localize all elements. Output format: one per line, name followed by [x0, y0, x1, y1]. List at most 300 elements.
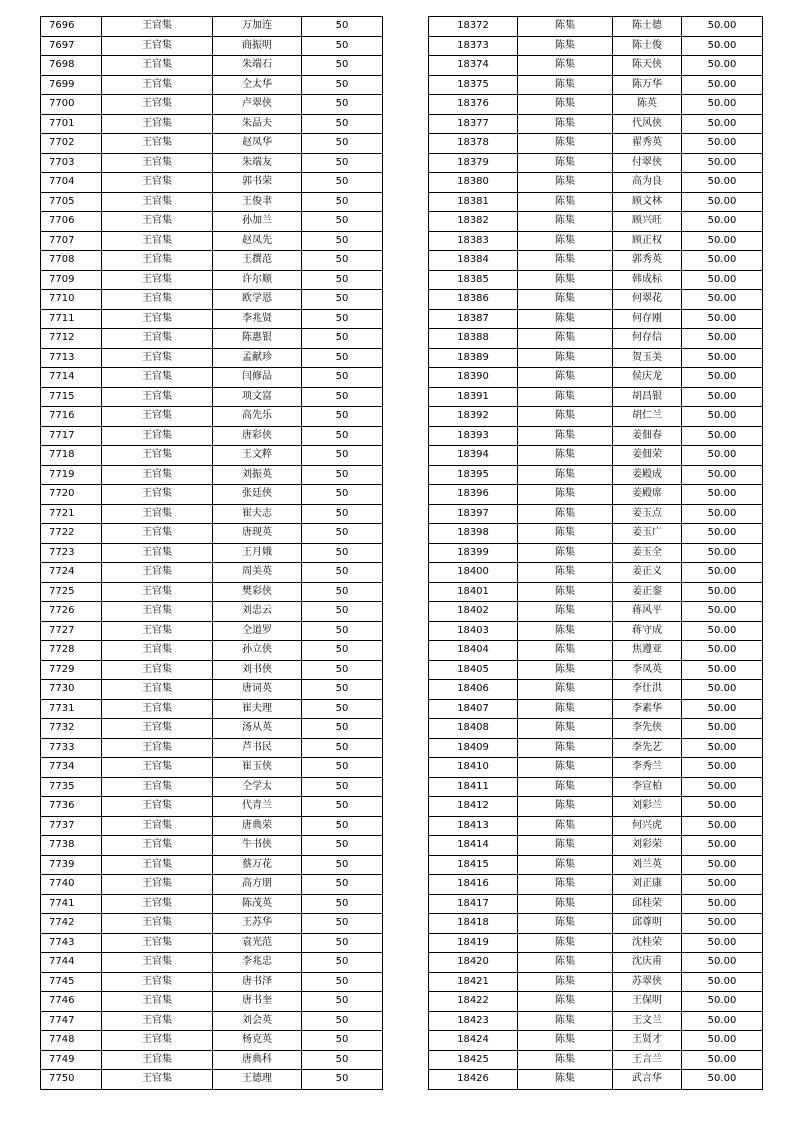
cell-amount: 50: [302, 1050, 383, 1070]
cell-village: 陈集: [518, 855, 613, 875]
cell-amount: 50.00: [682, 251, 763, 271]
cell-amount: 50.00: [682, 543, 763, 563]
cell-village: 王官集: [102, 855, 213, 875]
table-row: [41, 348, 383, 368]
cell-village: 陈集: [518, 699, 613, 719]
cell-id: 7703: [41, 153, 102, 173]
cell-amount: 50.00: [682, 582, 763, 602]
cell-name: 唐彩侠: [213, 426, 302, 446]
cell-id: 18389: [429, 348, 518, 368]
cell-amount: 50: [302, 992, 383, 1012]
cell-name: 项文富: [213, 387, 302, 407]
cell-village: 陈集: [518, 446, 613, 466]
cell-village: 王官集: [102, 212, 213, 232]
cell-id: 7741: [41, 894, 102, 914]
cell-name: 刘彩兰: [613, 797, 682, 817]
cell-id: 7701: [41, 114, 102, 134]
cell-amount: 50.00: [682, 1011, 763, 1031]
table-row: [41, 719, 383, 739]
cell-amount: 50: [302, 660, 383, 680]
cell-amount: 50.00: [682, 563, 763, 583]
cell-name: 陈士俊: [613, 36, 682, 56]
cell-name: 姜佃荣: [613, 446, 682, 466]
table-row: [429, 719, 763, 739]
table-row: [429, 114, 763, 134]
cell-village: 陈集: [518, 17, 613, 37]
cell-id: 18417: [429, 894, 518, 914]
cell-amount: 50: [302, 407, 383, 427]
cell-name: 王俊聿: [213, 192, 302, 212]
cell-village: 陈集: [518, 504, 613, 524]
cell-amount: 50: [302, 894, 383, 914]
cell-name: 刘会英: [213, 1011, 302, 1031]
cell-name: 刘书侠: [213, 660, 302, 680]
cell-id: 7696: [41, 17, 102, 37]
cell-id: 18406: [429, 680, 518, 700]
cell-village: 陈集: [518, 368, 613, 388]
cell-name: 朱品夫: [213, 114, 302, 134]
table-row: [41, 836, 383, 856]
cell-name: 唐典科: [213, 1050, 302, 1070]
cell-id: 7709: [41, 270, 102, 290]
cell-amount: 50: [302, 95, 383, 115]
table-row: [429, 426, 763, 446]
cell-id: 18411: [429, 777, 518, 797]
cell-name: 高为良: [613, 173, 682, 193]
cell-name: 焦遵亚: [613, 641, 682, 661]
cell-amount: 50: [302, 56, 383, 76]
cell-id: 18383: [429, 231, 518, 251]
cell-amount: 50.00: [682, 875, 763, 895]
table-row: [41, 114, 383, 134]
table-row: [41, 972, 383, 992]
cell-name: 姜玉全: [613, 543, 682, 563]
table-row: [41, 407, 383, 427]
cell-name: 孙加兰: [213, 212, 302, 232]
table-row: [41, 777, 383, 797]
table-row: [41, 953, 383, 973]
cell-name: 万加连: [213, 17, 302, 37]
cell-id: 7738: [41, 836, 102, 856]
table-row: [429, 368, 763, 388]
cell-name: 姜玉广: [613, 524, 682, 544]
cell-village: 王官集: [102, 95, 213, 115]
table-row: [429, 992, 763, 1012]
table-row: [41, 485, 383, 505]
cell-village: 王官集: [102, 56, 213, 76]
cell-name: 陈天侠: [613, 56, 682, 76]
cell-amount: 50.00: [682, 17, 763, 37]
cell-name: 唐现英: [213, 524, 302, 544]
cell-name: 朱端友: [213, 153, 302, 173]
cell-amount: 50.00: [682, 660, 763, 680]
cell-id: 7740: [41, 875, 102, 895]
table-row: [429, 192, 763, 212]
table-row: [41, 543, 383, 563]
cell-name: 陈英: [613, 95, 682, 115]
cell-amount: 50: [302, 582, 383, 602]
cell-id: 7731: [41, 699, 102, 719]
cell-id: 18376: [429, 95, 518, 115]
cell-amount: 50: [302, 563, 383, 583]
cell-id: 18387: [429, 309, 518, 329]
cell-amount: 50: [302, 17, 383, 37]
cell-id: 7716: [41, 407, 102, 427]
cell-name: 李先艺: [613, 738, 682, 758]
cell-amount: 50: [302, 524, 383, 544]
cell-name: 邱桂荣: [613, 894, 682, 914]
cell-name: 唐典荣: [213, 816, 302, 836]
cell-amount: 50.00: [682, 1031, 763, 1051]
cell-name: 蒋风平: [613, 602, 682, 622]
cell-id: 18416: [429, 875, 518, 895]
cell-village: 王官集: [102, 680, 213, 700]
cell-id: 18380: [429, 173, 518, 193]
cell-id: 18405: [429, 660, 518, 680]
cell-id: 7748: [41, 1031, 102, 1051]
table-row: [429, 875, 763, 895]
table-row: [429, 329, 763, 349]
table-row: [429, 212, 763, 232]
cell-id: 18412: [429, 797, 518, 817]
cell-name: 武言华: [613, 1070, 682, 1090]
cell-id: 7721: [41, 504, 102, 524]
cell-amount: 50.00: [682, 95, 763, 115]
cell-id: 7745: [41, 972, 102, 992]
cell-village: 陈集: [518, 641, 613, 661]
cell-id: 7717: [41, 426, 102, 446]
cell-amount: 50: [302, 602, 383, 622]
cell-id: 7735: [41, 777, 102, 797]
table-row: [429, 777, 763, 797]
cell-amount: 50: [302, 680, 383, 700]
cell-village: 陈集: [518, 1070, 613, 1090]
cell-name: 何兴虎: [613, 816, 682, 836]
cell-name: 欧学恩: [213, 290, 302, 310]
cell-village: 王官集: [102, 153, 213, 173]
cell-name: 李凤英: [613, 660, 682, 680]
cell-amount: 50: [302, 485, 383, 505]
cell-amount: 50: [302, 972, 383, 992]
cell-id: 7724: [41, 563, 102, 583]
cell-amount: 50: [302, 738, 383, 758]
table-row: [429, 816, 763, 836]
cell-name: 代风侠: [613, 114, 682, 134]
cell-village: 陈集: [518, 719, 613, 739]
cell-id: 7712: [41, 329, 102, 349]
cell-amount: 50: [302, 758, 383, 778]
cell-name: 周美英: [213, 563, 302, 583]
cell-name: 孟献珍: [213, 348, 302, 368]
cell-village: 陈集: [518, 543, 613, 563]
cell-village: 陈集: [518, 933, 613, 953]
table-row: [41, 758, 383, 778]
cell-amount: 50.00: [682, 914, 763, 934]
cell-village: 陈集: [518, 738, 613, 758]
cell-amount: 50.00: [682, 114, 763, 134]
cell-id: 7746: [41, 992, 102, 1012]
table-row: [41, 212, 383, 232]
table-row: [429, 855, 763, 875]
cell-name: 仝太华: [213, 75, 302, 95]
table-row: [429, 621, 763, 641]
table-row: [41, 387, 383, 407]
cell-id: 7727: [41, 621, 102, 641]
cell-amount: 50.00: [682, 992, 763, 1012]
cell-village: 陈集: [518, 992, 613, 1012]
cell-village: 陈集: [518, 680, 613, 700]
cell-id: 18385: [429, 270, 518, 290]
cell-id: 7697: [41, 36, 102, 56]
cell-id: 18382: [429, 212, 518, 232]
table-row: [429, 758, 763, 778]
cell-id: 18415: [429, 855, 518, 875]
cell-amount: 50.00: [682, 816, 763, 836]
table-row: [429, 563, 763, 583]
cell-id: 7714: [41, 368, 102, 388]
cell-amount: 50: [302, 153, 383, 173]
cell-name: 代青兰: [213, 797, 302, 817]
cell-name: 刘正康: [613, 875, 682, 895]
cell-name: 唐书泽: [213, 972, 302, 992]
cell-name: 何存信: [613, 329, 682, 349]
table-row: [41, 251, 383, 271]
cell-amount: 50: [302, 270, 383, 290]
cell-amount: 50.00: [682, 680, 763, 700]
cell-id: 7744: [41, 953, 102, 973]
table-row: [41, 504, 383, 524]
cell-amount: 50: [302, 641, 383, 661]
cell-id: 18407: [429, 699, 518, 719]
cell-village: 陈集: [518, 56, 613, 76]
cell-village: 王官集: [102, 173, 213, 193]
cell-name: 王保明: [613, 992, 682, 1012]
cell-amount: 50: [302, 387, 383, 407]
cell-amount: 50.00: [682, 836, 763, 856]
cell-name: 张廷侠: [213, 485, 302, 505]
cell-id: 18377: [429, 114, 518, 134]
table-row: [429, 582, 763, 602]
table-row: [429, 251, 763, 271]
cell-name: 陈惠银: [213, 329, 302, 349]
cell-name: 姜正义: [613, 563, 682, 583]
cell-name: 李兆忠: [213, 953, 302, 973]
cell-village: 陈集: [518, 290, 613, 310]
cell-id: 18375: [429, 75, 518, 95]
cell-village: 王官集: [102, 875, 213, 895]
cell-village: 王官集: [102, 894, 213, 914]
cell-name: 胡昌银: [613, 387, 682, 407]
cell-amount: 50: [302, 192, 383, 212]
cell-amount: 50.00: [682, 777, 763, 797]
cell-amount: 50: [302, 134, 383, 154]
table-row: [429, 602, 763, 622]
cell-name: 崔夫志: [213, 504, 302, 524]
cell-village: 陈集: [518, 329, 613, 349]
cell-id: 7699: [41, 75, 102, 95]
cell-village: 陈集: [518, 836, 613, 856]
cell-amount: 50: [302, 36, 383, 56]
cell-id: 7705: [41, 192, 102, 212]
cell-village: 陈集: [518, 231, 613, 251]
cell-village: 陈集: [518, 914, 613, 934]
cell-name: 仝学太: [213, 777, 302, 797]
cell-village: 王官集: [102, 348, 213, 368]
cell-id: 7707: [41, 231, 102, 251]
table-row: [41, 270, 383, 290]
cell-village: 王官集: [102, 524, 213, 544]
cell-village: 陈集: [518, 953, 613, 973]
cell-name: 郭秀英: [613, 251, 682, 271]
cell-name: 蒋守成: [613, 621, 682, 641]
cell-village: 王官集: [102, 75, 213, 95]
table-row: [429, 953, 763, 973]
cell-village: 陈集: [518, 485, 613, 505]
cell-amount: 50.00: [682, 231, 763, 251]
cell-village: 王官集: [102, 641, 213, 661]
cell-village: 陈集: [518, 309, 613, 329]
cell-id: 7730: [41, 680, 102, 700]
cell-amount: 50.00: [682, 56, 763, 76]
cell-name: 姜佃春: [613, 426, 682, 446]
cell-village: 陈集: [518, 153, 613, 173]
cell-amount: 50: [302, 699, 383, 719]
cell-village: 陈集: [518, 660, 613, 680]
cell-name: 王德理: [213, 1070, 302, 1090]
cell-amount: 50.00: [682, 855, 763, 875]
cell-id: 18401: [429, 582, 518, 602]
cell-amount: 50.00: [682, 134, 763, 154]
cell-village: 陈集: [518, 563, 613, 583]
cell-amount: 50: [302, 836, 383, 856]
cell-village: 陈集: [518, 1031, 613, 1051]
cell-name: 李兆贤: [213, 309, 302, 329]
cell-village: 陈集: [518, 816, 613, 836]
cell-village: 王官集: [102, 329, 213, 349]
cell-village: 王官集: [102, 777, 213, 797]
cell-amount: 50: [302, 797, 383, 817]
cell-id: 18397: [429, 504, 518, 524]
cell-amount: 50: [302, 933, 383, 953]
table-row: [41, 1031, 383, 1051]
cell-id: 18418: [429, 914, 518, 934]
cell-village: 王官集: [102, 1050, 213, 1070]
table-row: [41, 1050, 383, 1070]
table-row: [429, 1011, 763, 1031]
cell-name: 汤从英: [213, 719, 302, 739]
cell-id: 18425: [429, 1050, 518, 1070]
table-row: [429, 1070, 763, 1090]
cell-name: 牛书侠: [213, 836, 302, 856]
cell-village: 王官集: [102, 407, 213, 427]
cell-id: 7704: [41, 173, 102, 193]
cell-amount: 50.00: [682, 738, 763, 758]
table-row: [41, 192, 383, 212]
cell-village: 王官集: [102, 368, 213, 388]
table-row: [429, 894, 763, 914]
cell-village: 王官集: [102, 465, 213, 485]
cell-village: 王官集: [102, 933, 213, 953]
table-row: [41, 17, 383, 37]
cell-village: 陈集: [518, 1011, 613, 1031]
cell-id: 18421: [429, 972, 518, 992]
cell-id: 7732: [41, 719, 102, 739]
cell-amount: 50.00: [682, 933, 763, 953]
cell-name: 袁光范: [213, 933, 302, 953]
cell-village: 王官集: [102, 270, 213, 290]
cell-id: 18391: [429, 387, 518, 407]
cell-amount: 50.00: [682, 329, 763, 349]
cell-amount: 50: [302, 290, 383, 310]
table-row: [41, 660, 383, 680]
cell-amount: 50.00: [682, 758, 763, 778]
cell-amount: 50.00: [682, 1050, 763, 1070]
cell-amount: 50.00: [682, 75, 763, 95]
cell-name: 王言兰: [613, 1050, 682, 1070]
cell-name: 何存刚: [613, 309, 682, 329]
cell-amount: 50.00: [682, 270, 763, 290]
cell-id: 18379: [429, 153, 518, 173]
table-row: [41, 153, 383, 173]
table-row: [41, 582, 383, 602]
cell-village: 王官集: [102, 251, 213, 271]
cell-amount: 50: [302, 212, 383, 232]
table-row: [429, 524, 763, 544]
cell-name: 仝道罗: [213, 621, 302, 641]
cell-id: 18394: [429, 446, 518, 466]
cell-id: 18386: [429, 290, 518, 310]
cell-name: 姜殿成: [613, 465, 682, 485]
table-row: [41, 933, 383, 953]
cell-amount: 50: [302, 348, 383, 368]
cell-village: 王官集: [102, 1011, 213, 1031]
cell-id: 7700: [41, 95, 102, 115]
cell-amount: 50: [302, 231, 383, 251]
cell-name: 唐词英: [213, 680, 302, 700]
cell-village: 王官集: [102, 36, 213, 56]
cell-amount: 50: [302, 816, 383, 836]
cell-village: 王官集: [102, 231, 213, 251]
cell-id: 18372: [429, 17, 518, 37]
cell-amount: 50: [302, 173, 383, 193]
cell-name: 李秀兰: [613, 758, 682, 778]
cell-id: 7702: [41, 134, 102, 154]
cell-village: 王官集: [102, 992, 213, 1012]
table-row: [429, 465, 763, 485]
cell-name: 李素华: [613, 699, 682, 719]
cell-id: 18392: [429, 407, 518, 427]
cell-amount: 50: [302, 75, 383, 95]
table-row: [41, 56, 383, 76]
right-table-body: [429, 17, 763, 1090]
table-row: [41, 602, 383, 622]
cell-amount: 50: [302, 329, 383, 349]
cell-name: 刘振英: [213, 465, 302, 485]
cell-name: 崔夫理: [213, 699, 302, 719]
table-row: [41, 426, 383, 446]
cell-name: 李宣柏: [613, 777, 682, 797]
cell-amount: 50: [302, 855, 383, 875]
cell-id: 7749: [41, 1050, 102, 1070]
cell-amount: 50: [302, 251, 383, 271]
cell-name: 翟秀英: [613, 134, 682, 154]
table-row: [41, 75, 383, 95]
cell-id: 18374: [429, 56, 518, 76]
cell-village: 陈集: [518, 251, 613, 271]
cell-name: 顾兴旺: [613, 212, 682, 232]
cell-id: 18408: [429, 719, 518, 739]
cell-village: 陈集: [518, 114, 613, 134]
